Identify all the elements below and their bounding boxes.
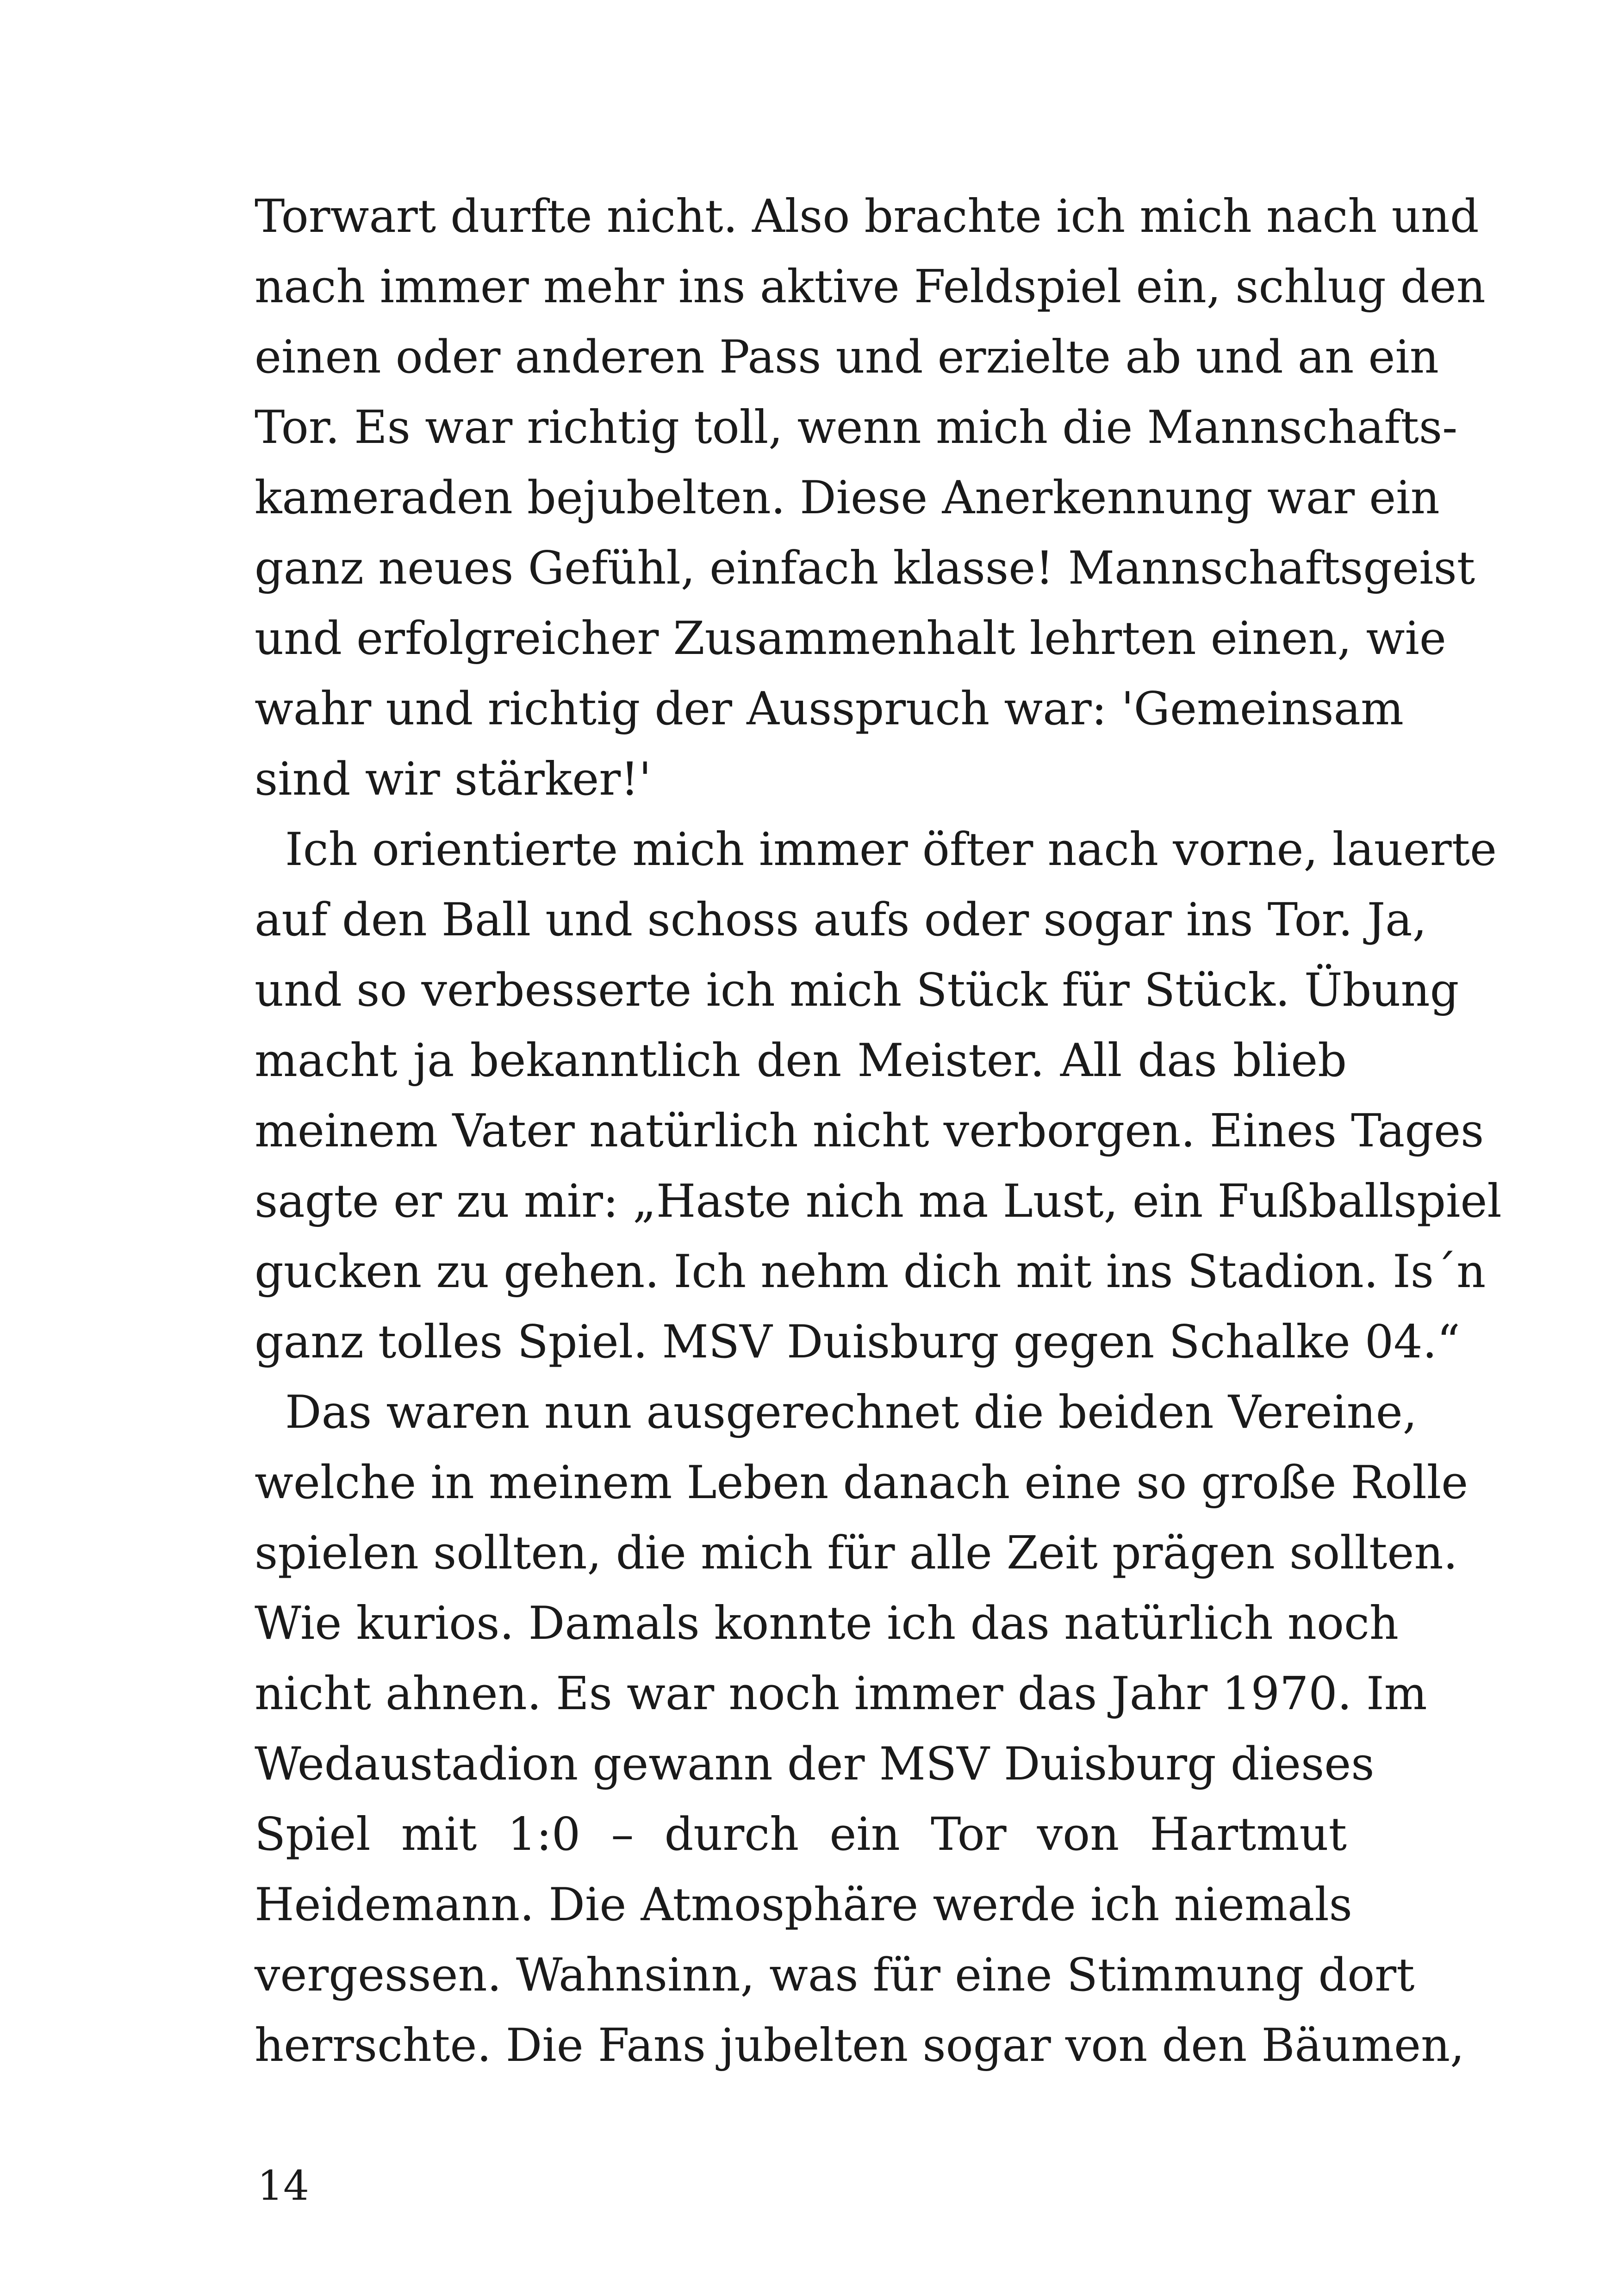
text-line: sagte er zu mir: „Haste nich ma Lust, ein Fußballspiel [255, 1175, 1502, 1228]
text-line: spielen sollten, die mich für alle Zeit prägen sollten. [255, 1527, 1458, 1580]
text-line: und erfolgreicher Zusammenhalt lehrten einen, wie [255, 612, 1446, 665]
body-text [255, 181, 1502, 2081]
page-number: 14 [257, 2162, 309, 2209]
text-line: nicht ahnen. Es war noch immer das Jahr 1970. Im [255, 1668, 1427, 1720]
text-line: sind wir stärker!' [255, 753, 652, 806]
text-line: welche in meinem Leben danach eine so große Rolle [255, 1456, 1469, 1509]
text-line: Tor. Es war richtig toll, wenn mich die Mannschafts- [255, 401, 1458, 454]
text-line: Spiel mit 1:0 – durch ein Tor von Hartmut [255, 1808, 1347, 1861]
text-line: ganz tolles Spiel. MSV Duisburg gegen Schalke 04.“ [255, 1316, 1460, 1369]
text-line: nach immer mehr ins aktive Feldspiel ein, schlug den [255, 261, 1486, 313]
text-line: Wedaustadion gewann der MSV Duisburg dieses [255, 1738, 1375, 1791]
text-line: herrschte. Die Fans jubelten sogar von den Bäumen, [255, 2019, 1465, 2072]
text-line: Heidemann. Die Atmosphäre werde ich niemals [255, 1879, 1352, 1931]
text-line: gucken zu gehen. Ich nehm dich mit ins Stadion. Is´n [255, 1245, 1486, 1298]
text-line: einen oder anderen Pass und erzielte ab und an ein [255, 331, 1439, 384]
text-line: meinem Vater natürlich nicht verborgen. Eines Tages [255, 1105, 1484, 1157]
text-line: Torwart durfte nicht. Also brachte ich mich nach und [255, 190, 1479, 243]
text-line: auf den Ball und schoss aufs oder sogar ins Tor. Ja, [255, 894, 1427, 946]
text-line: Wie kurios. Damals konnte ich das natürlich noch [255, 1597, 1399, 1650]
text-line: und so verbesserte ich mich Stück für Stück. Übung [255, 964, 1459, 1017]
text-line: vergessen. Wahnsinn, was für eine Stimmung dort [255, 1949, 1415, 2002]
text-line: Ich orientierte mich immer öfter nach vorne, lauerte [285, 823, 1497, 876]
text-line: wahr und richtig der Ausspruch war: 'Gemeinsam [255, 683, 1404, 735]
text-line: ganz neues Gefühl, einfach klasse! Mannschaftsgeist [255, 542, 1475, 595]
text-line: Das waren nun ausgerechnet die beiden Vereine, [285, 1386, 1417, 1439]
text-line: macht ja bekanntlich den Meister. All das blieb [255, 1034, 1347, 1087]
text-line: kameraden bejubelten. Diese Anerkennung war ein [255, 472, 1440, 524]
